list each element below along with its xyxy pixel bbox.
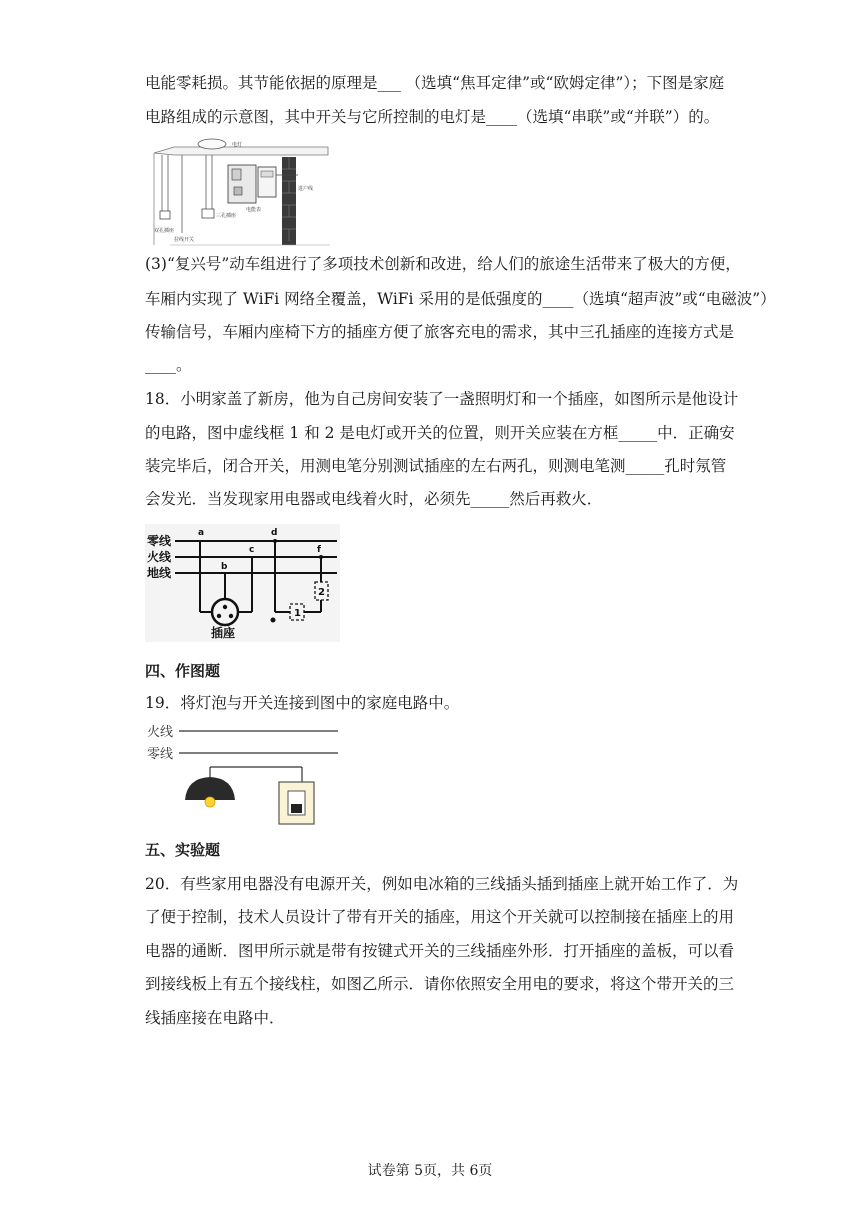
q17-part3-line-3: 传输信号，车厢内座椅下方的插座方便了旅客充电的需求，其中三孔插座的连接方式是 <box>145 323 735 341</box>
point-a: a <box>198 528 205 538</box>
q19-circuit-figure <box>145 720 340 828</box>
q20-text-line-1: 20．有些家用电器没有电源开关，例如电冰箱的三线插头插到插座上就开始工作了．为 <box>145 875 739 893</box>
q18-text-line-4: 会发光．当发现家用电器或电线着火时，必须先_____然后再救火． <box>145 490 603 508</box>
q18-text-line-3: 装完毕后，闭合开关，用测电笔分别测试插座的左右两孔，则测电笔测_____孔时氖管 <box>145 457 727 475</box>
socket-label: 插座 <box>211 626 236 640</box>
three-hole-socket-icon <box>202 209 214 218</box>
q20-text-line-5: 线插座接在电路中． <box>145 1009 285 1027</box>
two-hole-socket-icon <box>160 211 170 219</box>
home-circuit-figure <box>150 135 335 247</box>
point-f: f <box>317 545 321 555</box>
ceiling-lamp-icon <box>198 139 226 149</box>
live-wire-label: 火线 <box>147 725 174 740</box>
q20-text-line-4: 到接线板上有五个接线柱，如图乙所示．请你依照安全用电的要求，将这个带开关的三 <box>145 975 735 993</box>
q18-text-line-2: 的电路，图中虚线框 1 和 2 是电灯或开关的位置，则开关应装在方框_____中．正确安 <box>145 424 735 442</box>
live-wire-label: 火线 <box>147 550 172 564</box>
fig-label-switch: 拉线开关 <box>174 237 195 243</box>
socket-icon <box>212 599 238 625</box>
q18-text-line-1: 18．小明家盖了新房，他为自己房间安装了一盏照明灯和一个插座，如图所示是他设计 <box>145 390 739 408</box>
point-d: d <box>271 528 278 538</box>
q17-text-line-1: 电能零耗损。其节能依据的原理是___ （选填“焦耳定律”或“欧姆定律”）；下图是家庭 <box>145 74 725 92</box>
q17-part3-line-4: ____。 <box>145 356 192 374</box>
bulb-icon <box>205 797 215 807</box>
fig-label-lamp: 电灯 <box>232 142 243 148</box>
point-b: b <box>221 562 228 572</box>
q19-text: 19．将灯泡与开关连接到图中的家庭电路中。 <box>145 694 460 712</box>
page-footer: 试卷第 5页，共 6页 <box>367 1163 493 1179</box>
section-4-heading: 四、作图题 <box>145 662 221 680</box>
ground-wire-label: 地线 <box>147 566 172 580</box>
neutral-wire-label: 零线 <box>147 534 172 548</box>
q18-circuit-figure <box>145 524 340 642</box>
q20-text-line-3: 电器的通断．图甲所示就是带有按键式开关的三线插座外形．打开插座的盖板，可以看 <box>145 942 735 960</box>
q17-text-line-2: 电路组成的示意图，其中开关与它所控制的电灯是____（选填“串联”或“并联”）的。 <box>145 108 720 126</box>
fig-label-socket2: 三孔插座 <box>216 213 237 219</box>
fig-label-meter: 电能表 <box>246 207 262 213</box>
q20-text-line-2: 了便于控制，技术人员设计了带有开关的插座，用这个开关就可以控制接在插座上的用 <box>145 908 735 926</box>
box-1-label: 1 <box>294 608 301 619</box>
q17-part3-line-1: (3)“复兴号”动车组进行了多项技术创新和改进，给人们的旅途生活带来了极大的方便， <box>145 255 741 273</box>
box-2-label: 2 <box>318 587 325 598</box>
fig-label-socket1: 双孔插座 <box>154 228 175 234</box>
point-c: c <box>249 545 255 555</box>
fig-label-entry: 进户线 <box>298 186 314 192</box>
neutral-wire-label: 零线 <box>147 747 174 762</box>
q17-part3-line-2: 车厢内实现了 WiFi 网络全覆盖，WiFi 采用的是低强度的____（选填“超声波”或“电磁波”） <box>145 290 776 308</box>
section-5-heading: 五、实验题 <box>145 841 221 859</box>
